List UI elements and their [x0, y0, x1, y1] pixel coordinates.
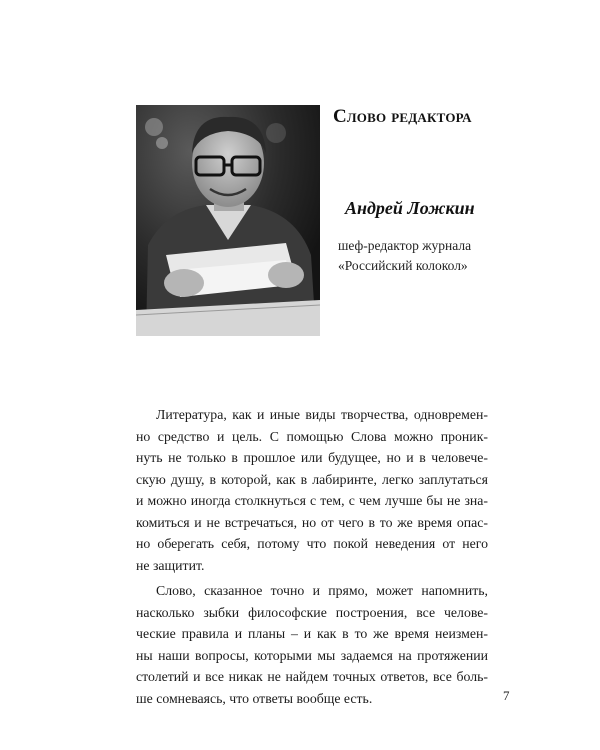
text-line: насколько зыбки философские построения, все челове- — [136, 604, 488, 620]
text-line: ческие правила и планы – и как в то же время неизмен- — [136, 626, 488, 641]
author-role-line: «Российский колокол» — [338, 258, 468, 273]
text-line: но оберегать себя, потому что покой неведения от него — [136, 536, 488, 551]
body-text — [136, 404, 488, 709]
text-line: столетий и все никак не найдем точных ответов, все боль- — [136, 669, 488, 684]
text-line: Слово, сказанное точно и прямо, может напомнить, — [156, 583, 488, 598]
text-line: скую душу, в которой, как в лабиринте, легко заплутаться — [136, 471, 488, 487]
text-line: ше сомневаясь, что ответы вообще есть. — [136, 690, 373, 706]
text-line: Литература, как и иные виды творчества, одновремен- — [156, 407, 488, 422]
text-line: комиться и не встречаться, но от чего в то же время опас- — [136, 514, 488, 530]
author-role-line: шеф-редактор журнала — [338, 238, 472, 253]
author-name: Андрей Ложкин — [345, 198, 475, 218]
text-line: и можно иногда столкнуться с тем, с чем лучше бы не зна- — [136, 493, 488, 508]
text-line: нуть не только в прошлое или будущее, но и в человече- — [136, 450, 488, 465]
author-role — [338, 236, 538, 276]
text-line: ны наши вопросы, которыми мы задаемся на протяжении — [136, 647, 488, 663]
author-portrait-photo — [136, 105, 320, 336]
portrait-photo-icon — [136, 105, 320, 336]
page-title: Слово редактора — [333, 106, 472, 127]
text-line: но средство и цель. С помощью Слова можно проник- — [136, 428, 488, 444]
page-number: 7 — [503, 688, 510, 703]
text-line: не защитит. — [136, 557, 205, 573]
